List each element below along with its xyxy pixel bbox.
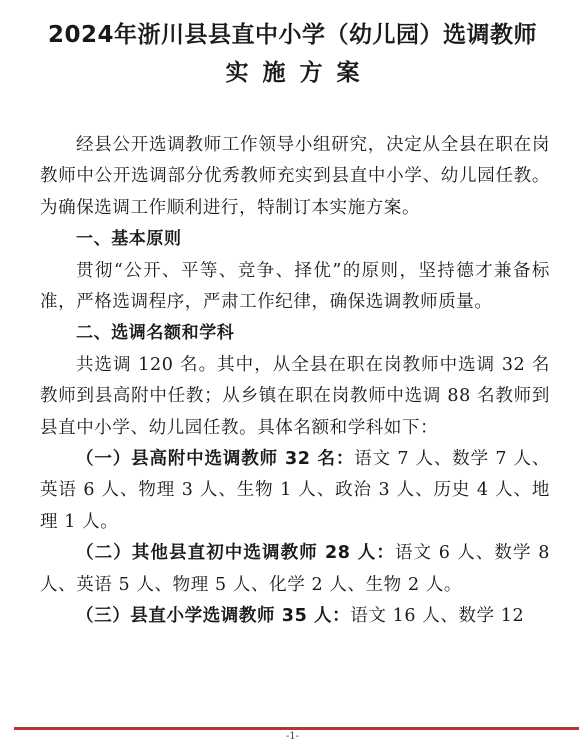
item2-label: （二）其他县直初中选调教师 28 人： — [76, 543, 395, 564]
item3-paragraph — [40, 601, 550, 632]
item1-paragraph — [40, 444, 550, 538]
item1-label: （一）县高附中选调教师 32 名： — [76, 449, 355, 470]
section2-heading: 二、选调名额和学科 — [76, 323, 235, 344]
item2-text: 语文 6 人、数学 8 人、英语 5 人、物理 5 人、化学 2 人、生物 2 人。 — [40, 543, 550, 595]
intro-paragraph: 经县公开选调教师工作领导小组研究，决定从全县在职在岗教师中公开选调部分优秀教师充实到县直中小学、幼儿园任教。为确保选调工作顺利进行，特制订本实施方案。 — [40, 135, 550, 218]
footer-red-rule — [14, 727, 579, 730]
item3-label: （三）县直小学选调教师 35 人： — [76, 606, 351, 627]
section1-paragraph: 贯彻“公开、平等、竞争、择优”的原则，坚持德才兼备标准，严格选调程序，严肃工作纪律，确保选调教师质量。 — [40, 260, 550, 313]
document-body — [40, 130, 550, 633]
item1-text: 语文 7 人、数学 7 人、英语 6 人、物理 3 人、生物 1 人、政治 3 人、历史 4 人、地理 1 人。 — [40, 449, 550, 532]
section2-paragraph: 共选调 120 名。其中，从全县在职在岗教师中选调 32 名教师到县高附中任教；从乡镇在职在岗教师中选调 88 名教师到县直中小学、幼儿园任教。具体名额和学科如下： — [40, 354, 550, 438]
item2-paragraph — [40, 538, 550, 601]
page-number: -1- — [285, 731, 300, 742]
document-title-line2: 实施方案 — [225, 60, 374, 86]
document-title-line1: 2024年浙川县县直中小学（幼儿园）选调教师 — [47, 22, 537, 48]
item3-text: 语文 16 人、数学 12 — [350, 606, 525, 627]
section1-heading: 一、基本原则 — [76, 229, 182, 250]
